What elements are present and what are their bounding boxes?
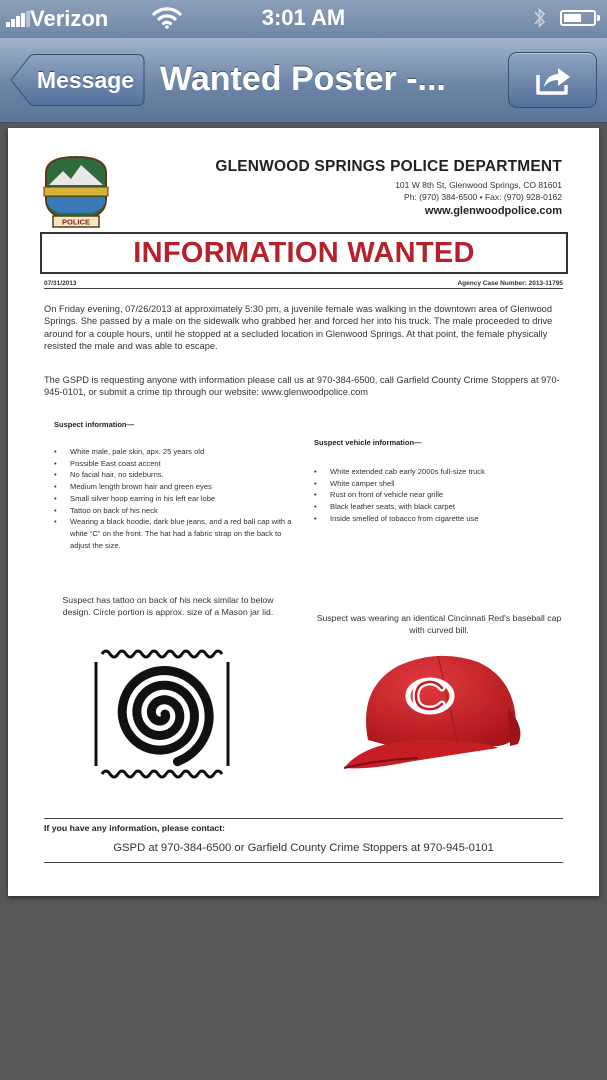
suspect-heading: Suspect information— <box>54 420 135 429</box>
poster-date: 07/31/2013 <box>44 280 77 287</box>
list-item: • Tattoo on back of his neck <box>54 505 300 517</box>
list-item: • Rust on front of vehicle near grille <box>314 489 574 501</box>
cap-caption: Suspect was wearing an identical Cincinnati Red's baseball cap with curved bill. <box>316 613 562 636</box>
list-item: • No facial hair, no sideburns. <box>54 469 300 481</box>
department-phone: Ph: (970) 384-6500 • Fax: (970) 928-0162 <box>404 192 562 202</box>
department-website[interactable]: www.glenwoodpolice.com <box>424 205 562 217</box>
department-header <box>215 158 562 217</box>
status-bar <box>0 0 607 38</box>
carrier-label: Verizon <box>30 6 109 31</box>
document-page[interactable] <box>8 128 599 896</box>
incident-paragraph: On Friday evening, 07/26/2013 at approximately 5:30 pm, a juvenile female was walking in the downtown area of Glenwood Springs. She passed by a male on the sidewalk who grabbed her and forced her into his truck. The male proceeded to drive around for a couple hours, until he stopped at a secluded location in Glenwood Springs. At that point, the female physically resisted the male and was able to escape. <box>44 304 553 351</box>
request-paragraph: The GSPD is requesting anyone with information please call us at 970-384-6500, call Garfield County Crime Stoppers at 970-945-0101, or submit a crime tip through our website: www.glenwoodpolice.com <box>44 375 560 398</box>
logo-badge-text: POLICE <box>62 217 90 227</box>
share-icon <box>534 63 574 97</box>
share-button[interactable] <box>508 52 597 108</box>
tattoo-caption: Suspect has tattoo on back of his neck similar to below design. Circle portion is approx. size of a Mason jar lid. <box>62 595 274 618</box>
baseball-cap-image <box>338 648 530 778</box>
clock: 3:01 AM <box>261 5 346 30</box>
divider <box>44 818 563 819</box>
navigation-bar <box>0 38 607 123</box>
nav-title: Wanted Poster -... <box>160 60 446 98</box>
suspect-info-list <box>54 446 300 551</box>
list-item: • Wearing a black hoodie, dark blue jeans, and a red ball cap with a white “C” on the front. The hat had a fabric strap on the back to adjust the size. <box>54 516 300 551</box>
department-address: 101 W 8th St, Glenwood Springs, CO 81601 <box>395 180 562 190</box>
department-name: GLENWOOD SPRINGS POLICE DEPARTMENT <box>215 158 562 175</box>
contact-heading: If you have any information, please contact: <box>44 823 226 833</box>
vehicle-heading: Suspect vehicle information— <box>314 438 422 447</box>
contact-line: GSPD at 970-384-6500 or Garfield County Crime Stoppers at 970-945-0101 <box>113 842 494 854</box>
tattoo-design-image <box>92 646 232 782</box>
divider <box>44 288 563 289</box>
poster-title: INFORMATION WANTED <box>40 232 568 274</box>
police-logo <box>41 153 111 229</box>
list-item: • White male, pale skin, apx. 25 years old <box>54 446 300 458</box>
divider <box>44 862 563 863</box>
bluetooth-icon <box>532 5 548 31</box>
list-item: • Small silver hoop earring in his left ear lobe <box>54 493 300 505</box>
list-item: • Black leather seats, with black carpet <box>314 501 574 513</box>
list-item: • White camper shell <box>314 478 574 490</box>
back-button-label: Message <box>36 67 135 93</box>
list-item: • Medium length brown hair and green eyes <box>54 481 300 493</box>
back-button[interactable] <box>10 54 145 106</box>
battery-icon <box>560 10 596 26</box>
case-number: Agency Case Number: 2013-11795 <box>457 280 563 287</box>
list-item: • White extended cab early 2000s full-size truck <box>314 466 574 478</box>
list-item: • Possible East coast accent <box>54 458 300 470</box>
list-item: • Inside smelled of tobacco from cigarette use <box>314 513 574 525</box>
vehicle-info-list <box>314 466 574 525</box>
